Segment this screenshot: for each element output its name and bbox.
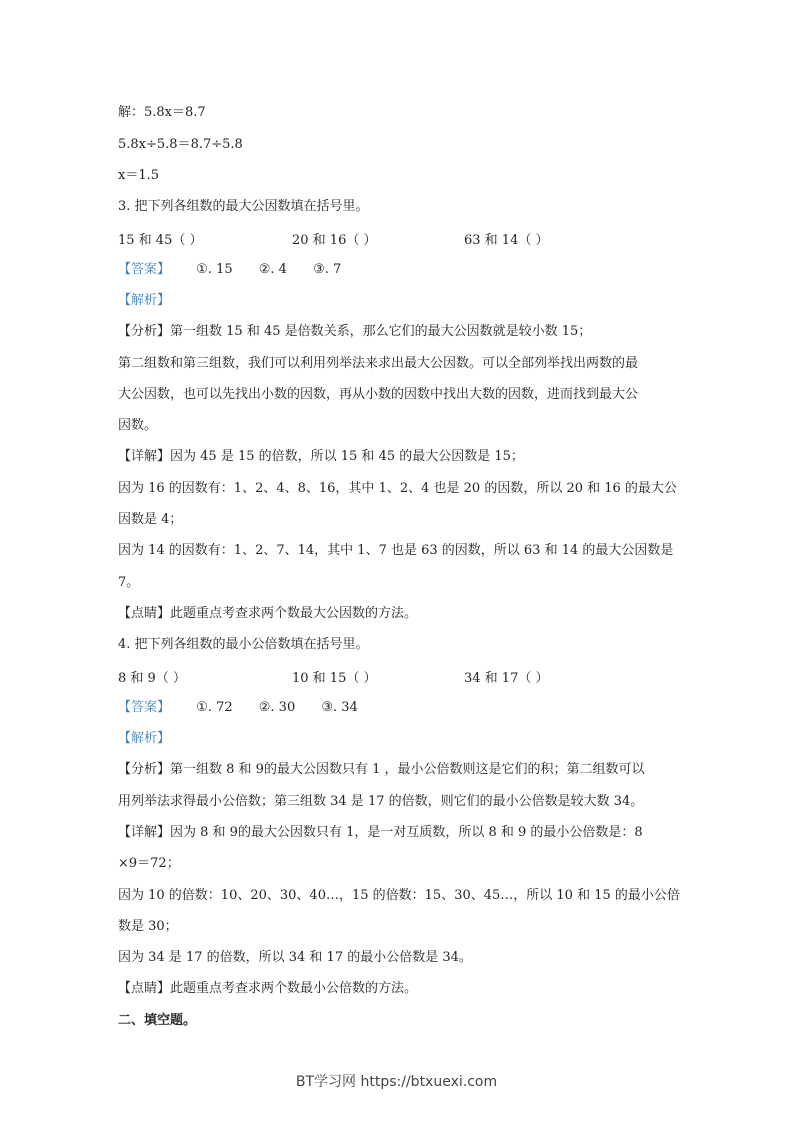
analysis-label: 【分析】 — [118, 324, 171, 339]
answer-3: ③. 7 — [313, 262, 342, 277]
footer-watermark: BT学习网 https://btxuexi.com — [295, 1074, 498, 1090]
q3-item-1: 15 和 45（ ） — [118, 233, 203, 248]
q4-analysis-1 — [118, 761, 645, 779]
answer-1: ①. 72 — [196, 700, 233, 715]
q3-item-2: 20 和 16（ ） — [292, 233, 377, 248]
q3-item-3: 63 和 14（ ） — [464, 233, 549, 248]
q3-analysis-4: 因数。 — [118, 418, 158, 433]
answer-3: ③. 34 — [321, 700, 358, 715]
remark-text: 此题重点考查求两个数最大公因数的方法。 — [170, 606, 418, 621]
solution-line-2: 5.8x÷5.8＝8.7÷5.8 — [118, 137, 243, 152]
section-2-heading: 二、填空题。 — [118, 1013, 197, 1028]
q4-remark — [118, 980, 417, 998]
analysis-text: 第一组数 15 和 45 是倍数关系，那么它们的最大公因数就是较小数 15； — [170, 324, 592, 339]
q4-analysis-label: 【解析】 — [118, 731, 171, 746]
q3-detail-1 — [118, 448, 524, 466]
question-4-title: 4. 把下列各组数的最小公倍数填在括号里。 — [118, 637, 369, 652]
remark-label: 【点睛】 — [118, 981, 171, 996]
q3-answer-row — [118, 261, 363, 279]
remark-label: 【点睛】 — [118, 606, 171, 621]
q3-detail-5: 7。 — [118, 575, 140, 590]
q4-detail-1 — [118, 824, 643, 842]
q3-analysis-3: 大公因数，也可以先找出小数的因数，再从小数的因数中找出大数的因数，进而找到最大公 — [118, 387, 639, 402]
answer-label: 【答案】 — [118, 262, 171, 277]
solution-line-3: x＝1.5 — [118, 168, 160, 183]
detail-text: 因为 45 是 15 的倍数，所以 15 和 45 的最大公因数是 15； — [170, 449, 524, 464]
q4-detail-3: 因为 10 的倍数：10、20、30、40…，15 的倍数：15、30、45…，所以 10 和 15 的最小公倍 — [118, 888, 680, 903]
q3-detail-3: 因数是 4； — [118, 512, 183, 527]
q4-detail-5: 因为 34 是 17 的倍数，所以 34 和 17 的最小公倍数是 34。 — [118, 950, 472, 965]
q4-detail-4: 数是 30； — [118, 919, 178, 934]
question-3-title: 3. 把下列各组数的最大公因数填在括号里。 — [118, 199, 369, 214]
answer-2: ②. 30 — [258, 700, 296, 715]
detail-text: 因为 8 和 9的最大公因数只有 1，是一对互质数，所以 8 和 9 的最小公倍数是：8 — [170, 825, 643, 840]
answer-1: ①. 15 — [196, 262, 233, 277]
q4-answer-row — [118, 699, 380, 717]
q3-remark — [118, 605, 417, 623]
q3-detail-4: 因为 14 的因数有：1、2、7、14，其中 1、7 也是 63 的因数，所以 63 和 14 的最大公因数是 — [118, 543, 674, 558]
q3-detail-2: 因为 16 的因数有：1、2、4、8、16，其中 1、2、4 也是 20 的因数，所以 20 和 16 的最大公 — [118, 481, 677, 496]
solution-line-1: 解：5.8x＝8.7 — [118, 105, 206, 120]
q4-detail-2: ×9＝72； — [118, 856, 180, 871]
detail-label: 【详解】 — [118, 825, 171, 840]
analysis-text: 第一组数 8 和 9的最大公因数只有 1 ，最小公倍数则这是它们的积；第二组数可以 — [170, 762, 645, 777]
remark-text: 此题重点考查求两个数最小公倍数的方法。 — [170, 981, 418, 996]
q4-analysis-2: 用列举法求得最小公倍数；第三组数 34 是 17 的倍数，则它们的最小公倍数是较大数 34。 — [118, 794, 644, 809]
q4-item-3: 34 和 17（ ） — [464, 671, 549, 686]
q3-analysis-label: 【解析】 — [118, 293, 171, 308]
q4-item-1: 8 和 9（ ） — [118, 671, 186, 686]
answer-2: ②. 4 — [258, 262, 287, 277]
q4-item-2: 10 和 15（ ） — [292, 671, 377, 686]
answer-label: 【答案】 — [118, 700, 171, 715]
analysis-label: 【分析】 — [118, 762, 171, 777]
detail-label: 【详解】 — [118, 449, 171, 464]
q3-analysis-1 — [118, 323, 591, 341]
q3-analysis-2: 第二组数和第三组数，我们可以利用列举法来求出最大公因数。可以全部列举找出两数的最 — [118, 356, 639, 371]
